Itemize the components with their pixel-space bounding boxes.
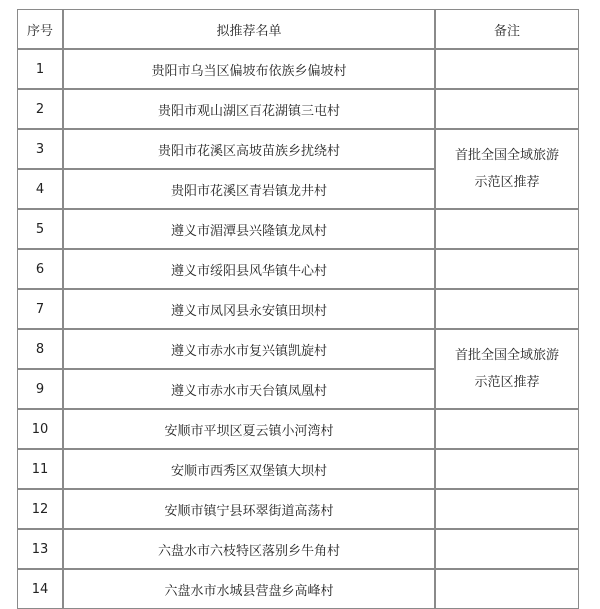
row-index: 2 — [17, 89, 63, 129]
row-note — [435, 289, 579, 329]
note-line: 示范区推荐 — [474, 175, 540, 190]
row-name: 遵义市赤水市复兴镇凯旋村 — [63, 329, 435, 369]
row-index: 1 — [17, 49, 63, 89]
row-note — [435, 209, 579, 249]
table-row — [17, 529, 579, 569]
row-note — [435, 529, 579, 569]
row-name: 安顺市平坝区夏云镇小河湾村 — [63, 409, 435, 449]
row-name: 安顺市镇宁县环翠街道高荡村 — [63, 489, 435, 529]
table-row — [17, 409, 579, 449]
row-name: 遵义市湄潭县兴隆镇龙凤村 — [63, 209, 435, 249]
row-note — [435, 449, 579, 489]
table-row — [17, 569, 579, 609]
row-name: 六盘水市水城县营盘乡高峰村 — [63, 569, 435, 609]
header-index: 序号 — [17, 9, 63, 49]
table-row — [17, 489, 579, 529]
row-index: 3 — [17, 129, 63, 169]
row-index: 7 — [17, 289, 63, 329]
table-row — [17, 329, 579, 369]
row-index: 9 — [17, 369, 63, 409]
note-line: 首批全国全域旅游 — [454, 348, 559, 363]
header-name: 拟推荐名单 — [63, 9, 435, 49]
row-note — [435, 409, 579, 449]
header-note: 备注 — [435, 9, 579, 49]
row-index: 6 — [17, 249, 63, 289]
table-row — [17, 209, 579, 249]
row-name: 遵义市绥阳县风华镇牛心村 — [63, 249, 435, 289]
note-line: 示范区推荐 — [474, 375, 540, 390]
row-name: 安顺市西秀区双堡镇大坝村 — [63, 449, 435, 489]
row-name: 贵阳市花溪区高坡苗族乡扰绕村 — [63, 129, 435, 169]
note-line: 首批全国全域旅游 — [454, 148, 559, 163]
row-index: 11 — [17, 449, 63, 489]
row-index: 5 — [17, 209, 63, 249]
header-row — [17, 9, 579, 49]
table-row — [17, 89, 579, 129]
row-name: 贵阳市乌当区偏坡布依族乡偏坡村 — [63, 49, 435, 89]
table-row — [17, 49, 579, 89]
row-index: 8 — [17, 329, 63, 369]
table-row — [17, 289, 579, 329]
row-name: 遵义市凤冈县永安镇田坝村 — [63, 289, 435, 329]
row-index: 14 — [17, 569, 63, 609]
row-note — [435, 49, 579, 89]
table-row — [17, 449, 579, 489]
row-name: 贵阳市花溪区青岩镇龙井村 — [63, 169, 435, 209]
table-row — [17, 129, 579, 169]
row-note-merged — [435, 129, 579, 209]
row-note-merged — [435, 329, 579, 409]
row-name: 六盘水市六枝特区落别乡牛角村 — [63, 529, 435, 569]
row-index: 10 — [17, 409, 63, 449]
row-note — [435, 249, 579, 289]
row-note — [435, 569, 579, 609]
row-note — [435, 89, 579, 129]
table-row — [17, 249, 579, 289]
row-index: 13 — [17, 529, 63, 569]
row-name: 贵阳市观山湖区百花湖镇三屯村 — [63, 89, 435, 129]
row-name: 遵义市赤水市天台镇凤凰村 — [63, 369, 435, 409]
row-index: 12 — [17, 489, 63, 529]
row-note — [435, 489, 579, 529]
row-index: 4 — [17, 169, 63, 209]
recommendation-table — [17, 9, 579, 609]
